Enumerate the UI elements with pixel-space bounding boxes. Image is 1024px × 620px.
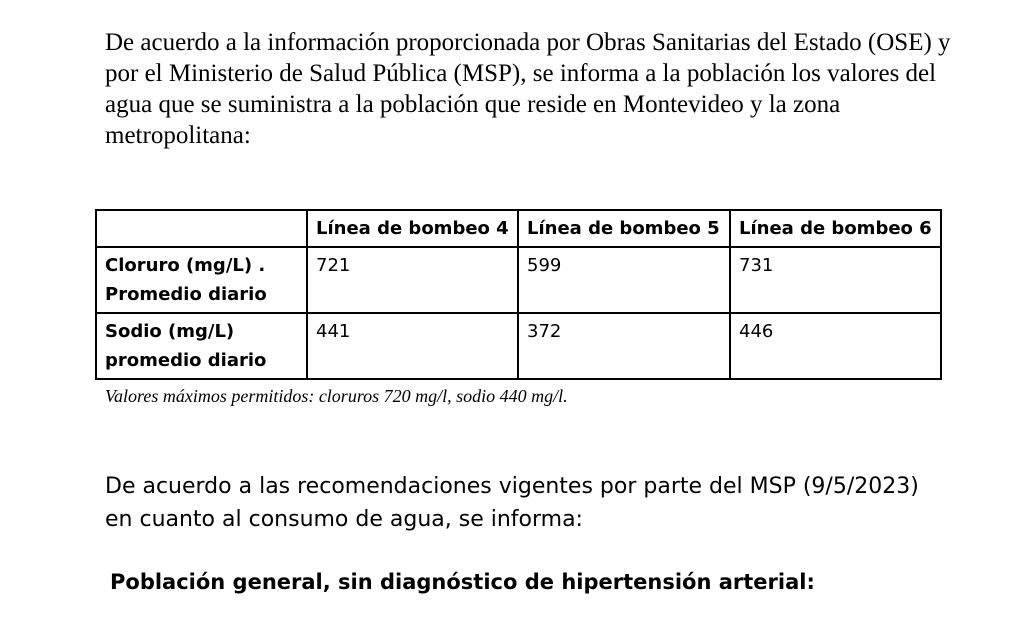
table-cell: 721	[307, 247, 518, 313]
row-label-line2: Promedio diario	[105, 284, 267, 305]
row-label-sodio	[96, 313, 307, 379]
recommendation-line-2: en cuanto al consumo de agua, se informa:	[105, 507, 583, 532]
table-row	[96, 313, 941, 379]
water-values-table	[95, 209, 942, 380]
row-label-line1: Sodio (mg/L)	[105, 321, 235, 342]
general-population-heading: Población general, sin diagnóstico de hipertensión arterial:	[110, 570, 815, 594]
table-cell: 441	[307, 313, 518, 379]
recommendation-paragraph	[105, 470, 985, 536]
table-cell: 372	[518, 313, 730, 379]
row-label-line2: promedio diario	[105, 350, 267, 371]
table-row	[96, 247, 941, 313]
table-header-linea-6: Línea de bombeo 6	[730, 210, 941, 247]
max-values-note: Valores máximos permitidos: cloruros 720 mg/l, sodio 440 mg/l.	[105, 386, 568, 406]
table-header-row	[96, 210, 941, 247]
row-label-line1: Cloruro (mg/L) .	[105, 255, 266, 276]
table-header-linea-4: Línea de bombeo 4	[307, 210, 518, 247]
recommendation-line-1: De acuerdo a las recomendaciones vigentes por parte del MSP (9/5/2023)	[105, 474, 919, 499]
row-label-cloruro	[96, 247, 307, 313]
table-cell: 599	[518, 247, 730, 313]
intro-paragraph: De acuerdo a la información proporcionada por Obras Sanitarias del Estado (OSE) y por el Ministerio de Salud Pública (MSP), se informa a la población los valores del agua que se suministra a la población que reside en Montevideo y la zona metropolitana:	[105, 29, 951, 149]
table-header-linea-5: Línea de bombeo 5	[518, 210, 730, 247]
table-cell: 446	[730, 313, 941, 379]
table-cell: 731	[730, 247, 941, 313]
table-header-empty	[96, 210, 307, 247]
